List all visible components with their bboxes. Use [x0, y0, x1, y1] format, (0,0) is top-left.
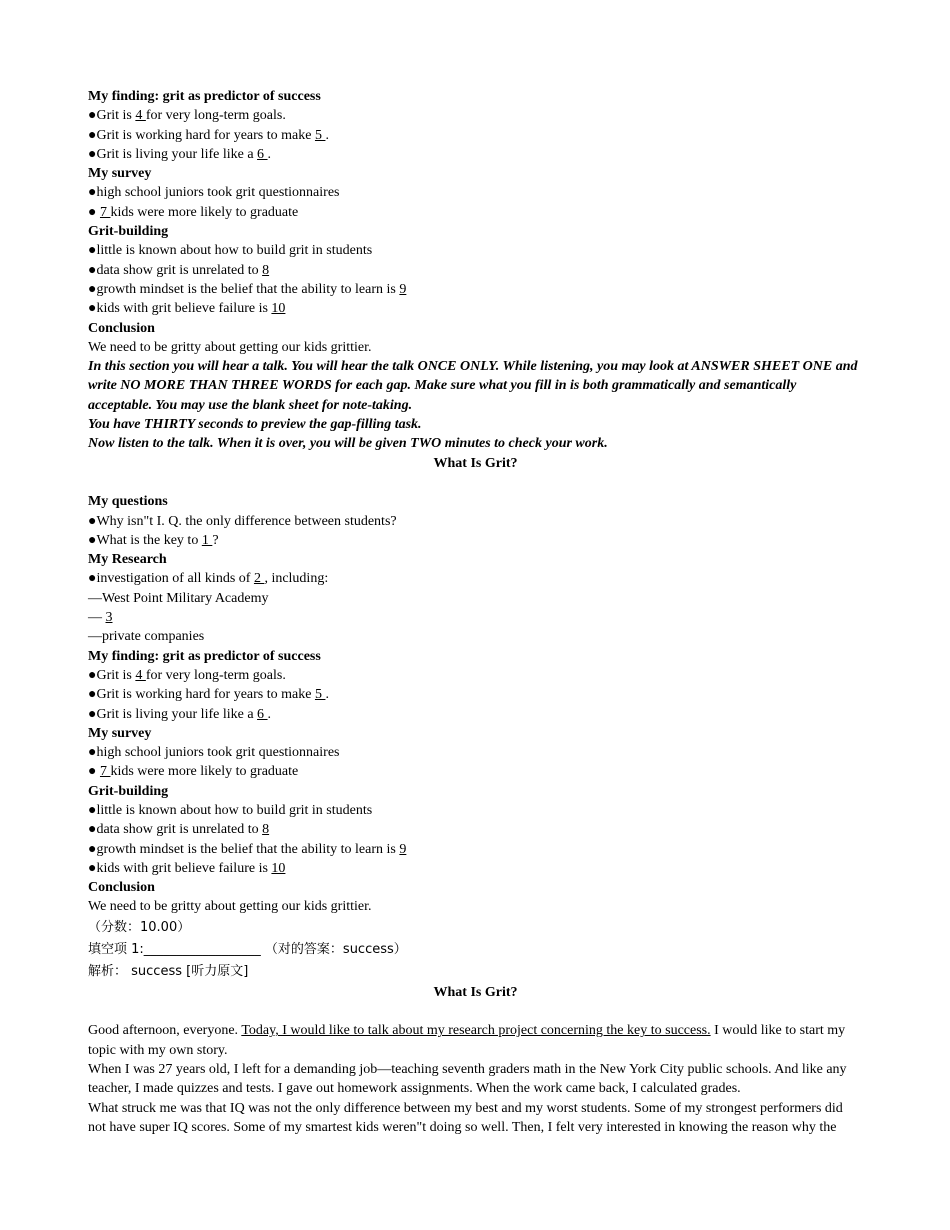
- research-line-1: ●investigation of all kinds of 2 , including:: [88, 571, 329, 587]
- transcript-paragraph-3: What struck me was that IQ was not the only difference between my best and my worst students. Some of my strongest performers did not have super IQ scores. Some of my smartest kids weren"t doing so well. Then, I felt very interested in knowing the reason why the: [88, 1100, 843, 1135]
- building-line-2: ●data show grit is unrelated to 8: [88, 262, 270, 278]
- question-line-1: ●Why isn"t I. Q. the only difference between students?: [88, 513, 397, 529]
- transcript-title: What Is Grit?: [433, 984, 518, 1000]
- heading-conclusion: Conclusion: [88, 320, 155, 336]
- instructions-preview: You have THIRTY seconds to preview the gap-filling task.: [88, 417, 422, 433]
- survey-line-2: ● 7 kids were more likely to graduate: [88, 204, 299, 220]
- gap-9: 9: [399, 841, 407, 857]
- conclusion-line: We need to be gritty about getting our kids grittier.: [88, 339, 372, 355]
- building-line-4: ●kids with grit believe failure is 10: [88, 301, 286, 317]
- finding-line-3-2: ●Grit is living your life like a 6 .: [88, 706, 272, 722]
- gap-3: 3: [105, 610, 113, 626]
- heading-grit-building: Grit-building: [88, 224, 169, 240]
- gap-5: 5: [314, 687, 326, 703]
- spacer: [88, 473, 863, 492]
- heading-conclusion-2: Conclusion: [88, 880, 155, 896]
- finding-line-1: ●Grit is 4 for very long-term goals.: [88, 108, 286, 124]
- building-line-1-2: ●little is known about how to build grit in students: [88, 802, 373, 818]
- heading-grit-building-2: Grit-building: [88, 783, 169, 799]
- question-line-2: ●What is the key to 1 ?: [88, 532, 219, 548]
- gap-8: 8: [262, 822, 270, 838]
- heading-questions: My questions: [88, 494, 168, 510]
- heading-survey: My survey: [88, 166, 152, 182]
- gap-6: 6: [257, 146, 268, 162]
- instructions-listen: Now listen to the talk. When it is over, you will be given TWO minutes to check your work.: [88, 436, 608, 452]
- transcript-paragraph-1: Good afternoon, everyone. Today, I would like to talk about my research project concerning the key to success. I would like to start my topic with my own story.: [88, 1023, 846, 1058]
- conclusion-line-2: We need to be gritty about getting our kids grittier.: [88, 899, 372, 915]
- building-line-1: ●little is known about how to build grit in students: [88, 243, 373, 259]
- finding-line-1-2: ●Grit is 4 for very long-term goals.: [88, 667, 286, 683]
- gap-10: 10: [271, 860, 286, 876]
- heading-finding: My finding: grit as predictor of success: [88, 89, 321, 104]
- gap-6: 6: [257, 706, 268, 722]
- instructions-paragraph: In this section you will hear a talk. You will hear the talk ONCE ONLY. While listening, you may look at ANSWER SHEET ONE and write NO MORE THAN THREE WORDS for each gap. Make sure what you fill in is both grammatically and semantically acceptable. You may use the blank sheet for note-taking.: [88, 359, 858, 413]
- gap-1: 1: [201, 532, 213, 548]
- research-line-2: —West Point Military Academy: [88, 590, 269, 606]
- research-line-4: —private companies: [88, 629, 205, 645]
- building-line-3-2: ●growth mindset is the belief that the ability to learn is 9: [88, 841, 407, 857]
- building-line-4-2: ●kids with grit believe failure is 10: [88, 860, 286, 876]
- finding-line-3: ●Grit is living your life like a 6 .: [88, 146, 272, 162]
- building-line-2-2: ●data show grit is unrelated to 8: [88, 822, 270, 838]
- finding-line-2-2: ●Grit is working hard for years to make 5 .: [88, 687, 329, 703]
- spacer-2: [88, 1002, 863, 1021]
- gap-2: 2: [253, 571, 265, 587]
- gap-4: 4: [135, 108, 146, 124]
- gap-4: 4: [135, 667, 146, 683]
- gap-10: 10: [271, 301, 286, 317]
- transcript-paragraph-2: When I was 27 years old, I left for a demanding job—teaching seventh graders math in the New York City public schools. And like any teacher, I made quizzes and tests. I gave out homework assignments. When the work came back, I calculated grades.: [88, 1061, 847, 1097]
- gap-8: 8: [262, 262, 270, 278]
- survey-line-2-2: ● 7 kids were more likely to graduate: [88, 764, 299, 780]
- analysis-line: 解析： success [听力原文]: [88, 963, 249, 979]
- finding-line-2: ●Grit is working hard for years to make 5 .: [88, 127, 329, 143]
- heading-finding-2: My finding: grit as predictor of success: [88, 648, 321, 664]
- heading-research: My Research: [88, 552, 167, 568]
- survey-line-1-2: ●high school juniors took grit questionnaires: [88, 745, 340, 761]
- gap-9: 9: [399, 281, 407, 297]
- survey-line-1: ●high school juniors took grit questionnaires: [88, 185, 340, 201]
- score-points: （分数：10.00）: [88, 919, 191, 935]
- heading-survey-2: My survey: [88, 725, 152, 741]
- research-line-3: — 3: [88, 610, 113, 626]
- key-sentence: Today, I would like to talk about my research project concerning the key to success.: [241, 1023, 711, 1039]
- building-line-3: ●growth mindset is the belief that the ability to learn is 9: [88, 281, 407, 297]
- task-title: What Is Grit?: [433, 455, 518, 471]
- gap-5: 5: [314, 127, 326, 143]
- gap-7: 7: [99, 204, 111, 220]
- answer-blank-1: 填空项 1:__________________ （对的答案：success）: [88, 941, 407, 957]
- gap-7: 7: [99, 764, 111, 780]
- document-page: [88, 87, 863, 1137]
